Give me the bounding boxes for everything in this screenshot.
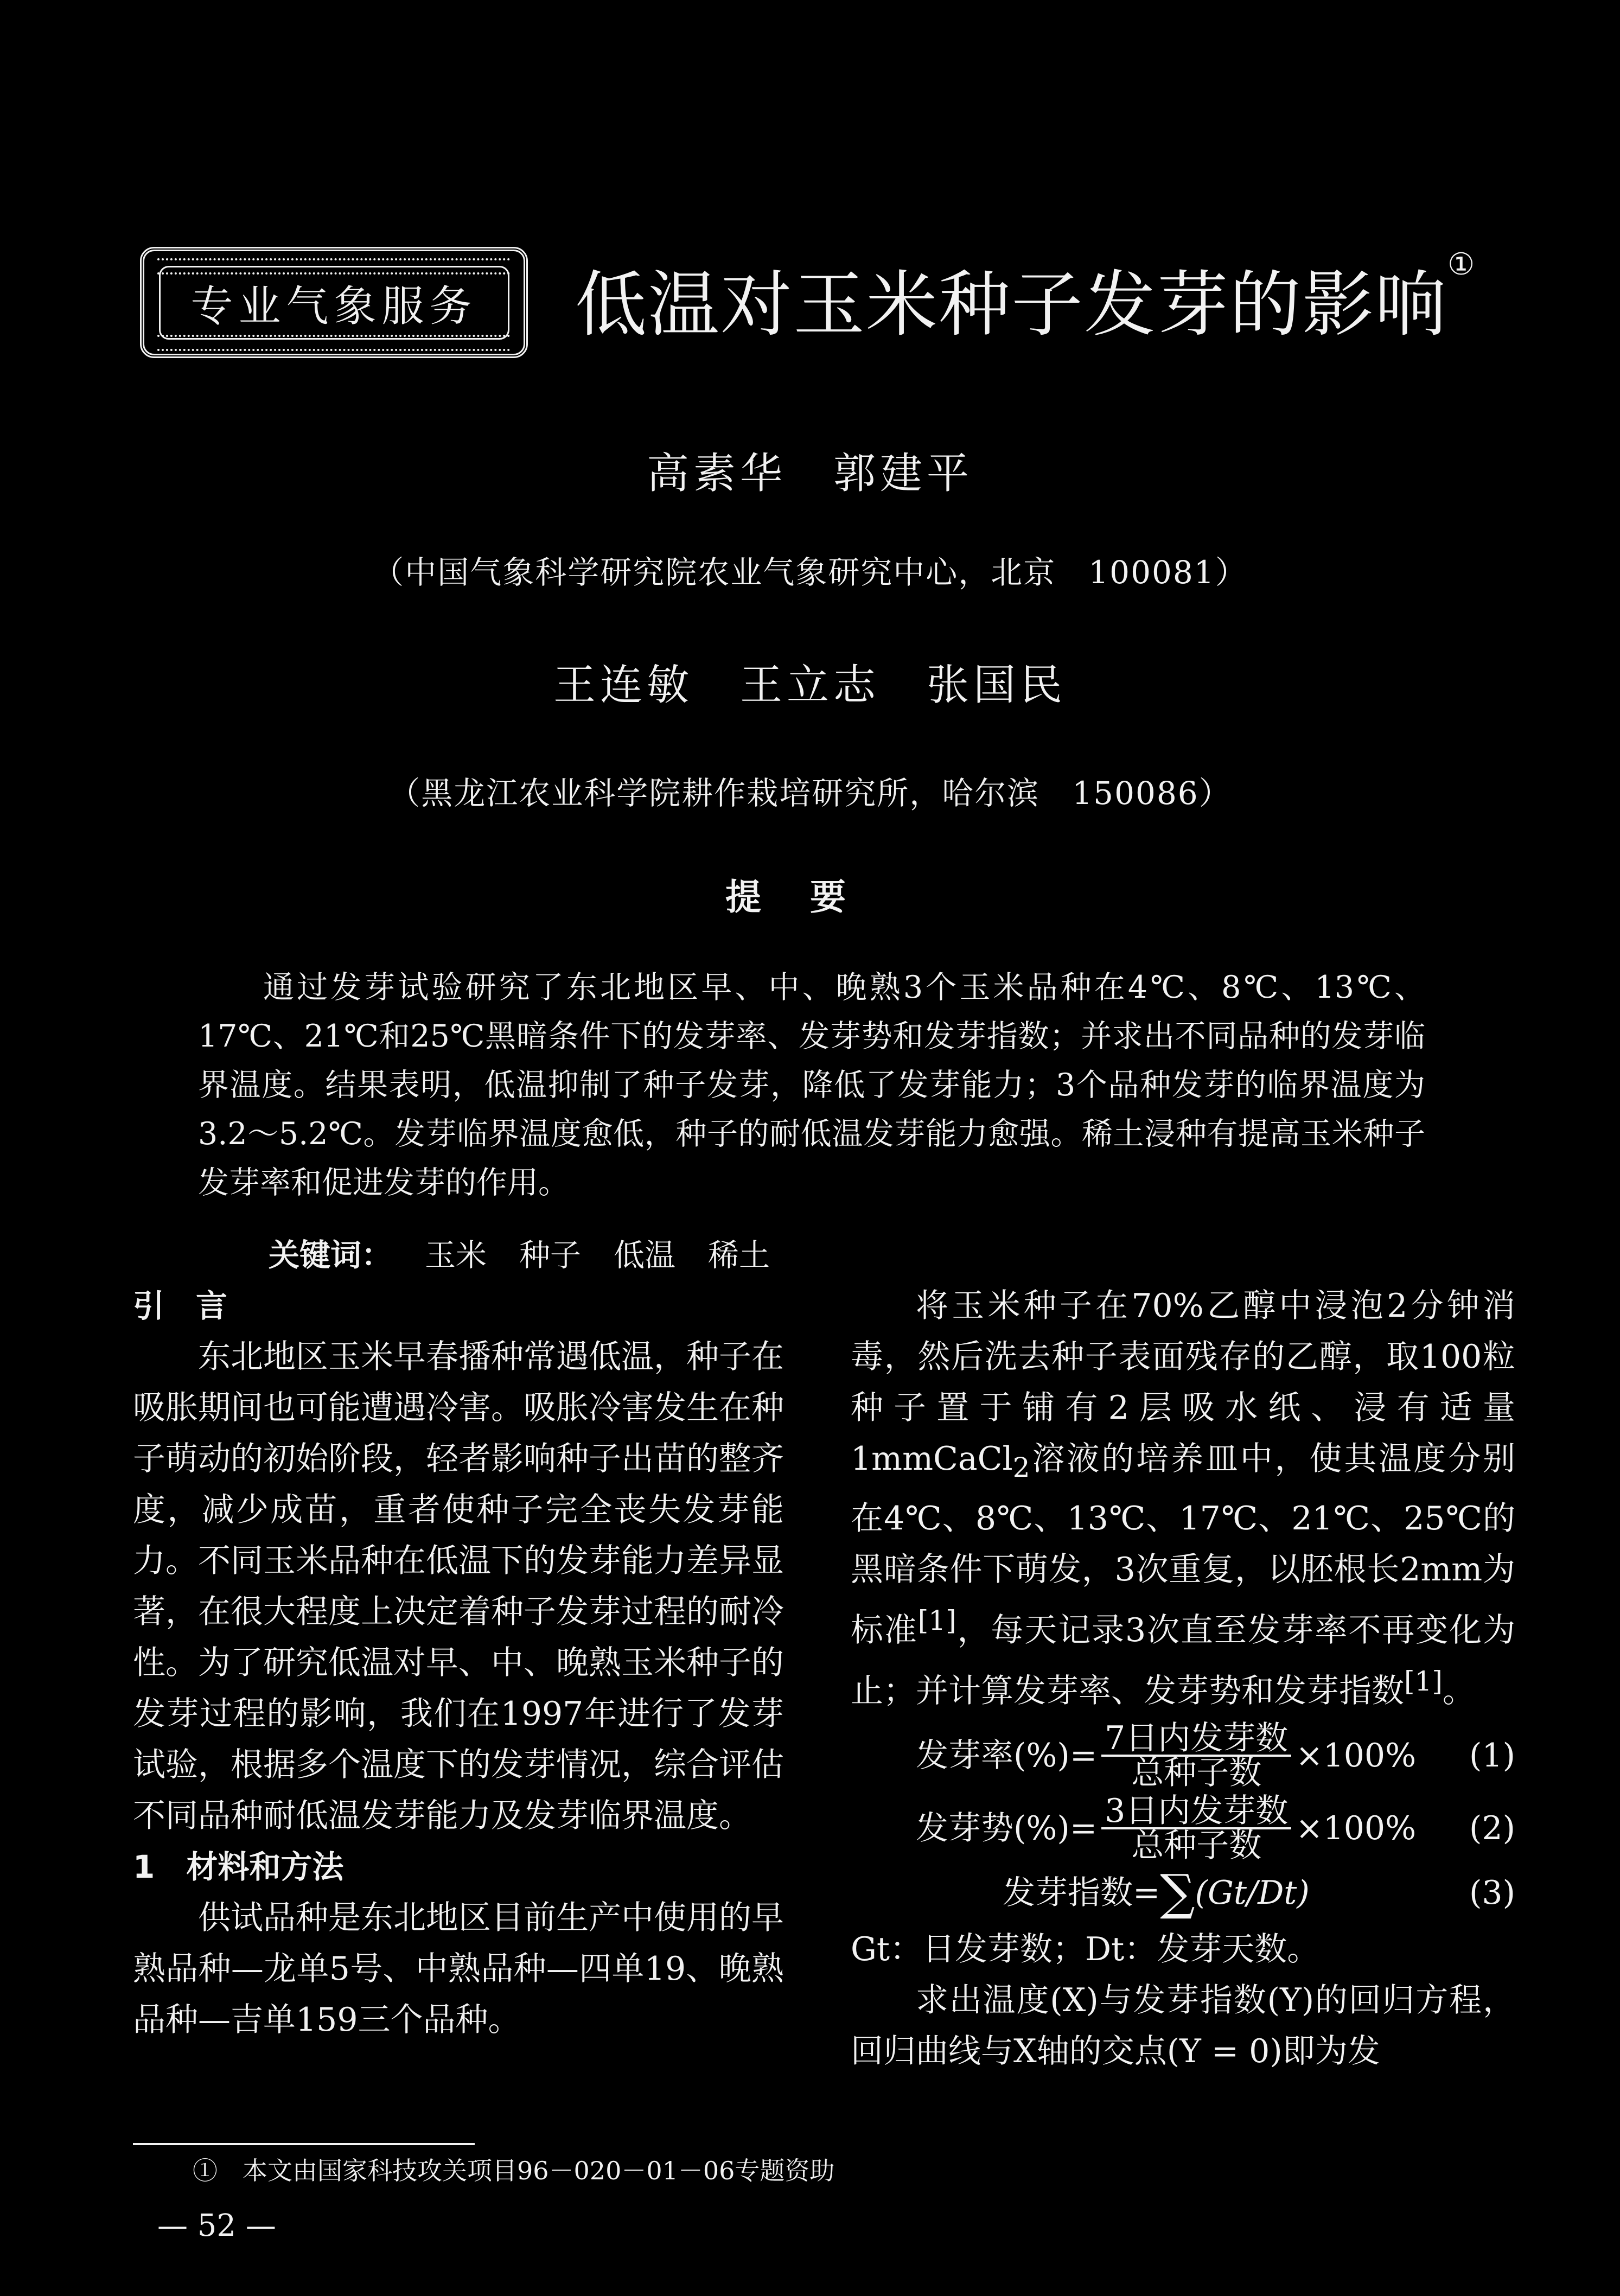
formula-rhs: ×100% bbox=[1296, 1809, 1417, 1847]
methods-text: ，每天记录3次直至发芽率不再变化为止；并计算发芽率、发芽势和发芽指数 bbox=[851, 1611, 1515, 1710]
affiliation-2: （黑龙江农业科学院耕作栽培研究所，哈尔滨 150086） bbox=[388, 775, 1232, 812]
tag-decoration-top bbox=[157, 258, 510, 275]
left-column bbox=[133, 1280, 784, 2045]
fraction-numerator: 3日内发芽数 bbox=[1101, 1795, 1291, 1829]
formula-1 bbox=[851, 1719, 1515, 1792]
methods-text: 溶液的培养皿中，使其温度分别在4℃、8℃、13℃、17℃、21℃、25℃的黑暗条件下萌发，3次重复，以胚根长2mm为标准 bbox=[851, 1440, 1515, 1649]
regression-paragraph: 求出温度(X)与发芽指数(Y)的回归方程，回归曲线与X轴的交点(Y = 0)即为发 bbox=[851, 1981, 1515, 2070]
formula-3 bbox=[851, 1864, 1515, 1921]
authors-group-1: 高素华 郭建平 bbox=[646, 449, 973, 498]
subscript: 2 bbox=[1012, 1452, 1030, 1483]
equation-number: (1) bbox=[1469, 1737, 1515, 1775]
fraction bbox=[1101, 1792, 1291, 1865]
affiliation-1: （中国气象科学研究院农业气象研究中心，北京 100081） bbox=[372, 554, 1248, 591]
formula-note: Gt：日发芽数；Dt：发芽天数。 bbox=[851, 1930, 1320, 1968]
methods-text: 将玉米种子在70%乙醇中浸泡2分钟消毒，然后洗去种子表面残存的乙醇，取100粒种子置于铺有2层吸水纸、浸有适量1mmCaCl bbox=[851, 1287, 1515, 1478]
methods-text: 。 bbox=[1442, 1672, 1475, 1710]
title-text: 低温对玉米种子发芽的影响 bbox=[575, 263, 1447, 347]
formula-2 bbox=[851, 1792, 1515, 1865]
footnote: ① 本文由国家科技攻关项目96－020－01－06专题资助 bbox=[193, 2156, 835, 2185]
equation-number: (2) bbox=[1469, 1809, 1515, 1847]
formula-lhs: 发芽势(%)= bbox=[916, 1809, 1098, 1847]
equation-number: (3) bbox=[1469, 1874, 1515, 1912]
methods-paragraph bbox=[851, 1280, 1515, 1717]
column-tag-label: 专业气象服务 bbox=[159, 266, 509, 340]
keyword: 种子 bbox=[519, 1238, 581, 1273]
page-number: — 52 — bbox=[157, 2208, 276, 2243]
formula-rhs: ×100% bbox=[1296, 1737, 1417, 1775]
intro-paragraph: 东北地区玉米早春播种常遇低温，种子在吸胀期间也可能遭遇冷害。吸胀冷害发生在种子萌动的初始阶段，轻者影响种子出苗的整齐度，减少成苗，重者使种子完全丧失发芽能力。不同玉米品种在低温下的发芽能力差异显著，在很大程度上决定着种子发芽过程的耐冷性。为了研究低温对早、中、晚熟玉米种子的发芽过程的影响，我们在1997年进行了发芽试验，根据多个温度下的发芽情况，综合评估不同品种耐低温发芽能力及发芽临界温度。 bbox=[133, 1338, 784, 1835]
section-1-heading: 1 材料和方法 bbox=[133, 1848, 344, 1885]
article-title bbox=[575, 247, 1476, 350]
keywords-label: 关键词： bbox=[269, 1238, 392, 1273]
abstract-body: 通过发芽试验研究了东北地区早、中、晚熟3个玉米品种在4℃、8℃、13℃、17℃、21℃和25℃黑暗条件下的发芽率、发芽势和发芽指数；并求出不同品种的发芽临界温度。结果表明，低温抑制了种子发芽，降低了发芽能力；3个品种发芽的临界温度为3.2～5.2℃。发芽临界温度愈低，种子的耐低温发芽能力愈强。稀土浸种有提高玉米种子发芽率和促进发芽的作用。 bbox=[198, 970, 1425, 1201]
keywords bbox=[269, 1230, 770, 1275]
fraction bbox=[1101, 1719, 1291, 1792]
fraction-denominator: 总种子数 bbox=[1131, 1754, 1262, 1792]
authors-group-2: 王连敏 王立志 张国民 bbox=[553, 661, 1067, 710]
abstract-heading: 提要 bbox=[725, 876, 895, 918]
formula-lhs: 发芽率(%)= bbox=[916, 1737, 1098, 1775]
title-footnote-mark: ① bbox=[1447, 247, 1476, 282]
citation-ref: [1] bbox=[1404, 1666, 1443, 1697]
sigma-symbol: ∑ bbox=[1160, 1864, 1195, 1921]
formula-lhs: 发芽指数= bbox=[1003, 1874, 1160, 1912]
keyword: 玉米 bbox=[425, 1238, 487, 1273]
intro-heading: 引 言 bbox=[133, 1287, 228, 1324]
citation-ref: [1] bbox=[917, 1605, 956, 1636]
section-1-paragraph: 供试品种是东北地区目前生产中使用的早熟品种—龙单5号、中熟品种—四单19、晚熟品种—吉单159三个品种。 bbox=[133, 1899, 784, 2039]
fraction-denominator: 总种子数 bbox=[1131, 1827, 1262, 1865]
formula-rhs: (Gt/Dt) bbox=[1195, 1874, 1310, 1912]
footnote-divider bbox=[133, 2143, 475, 2145]
fraction-numerator: 7日内发芽数 bbox=[1101, 1722, 1291, 1757]
tag-decoration-bottom bbox=[157, 335, 510, 351]
keyword: 低温 bbox=[614, 1238, 675, 1273]
right-column bbox=[851, 1280, 1515, 2077]
keyword: 稀土 bbox=[708, 1238, 770, 1273]
